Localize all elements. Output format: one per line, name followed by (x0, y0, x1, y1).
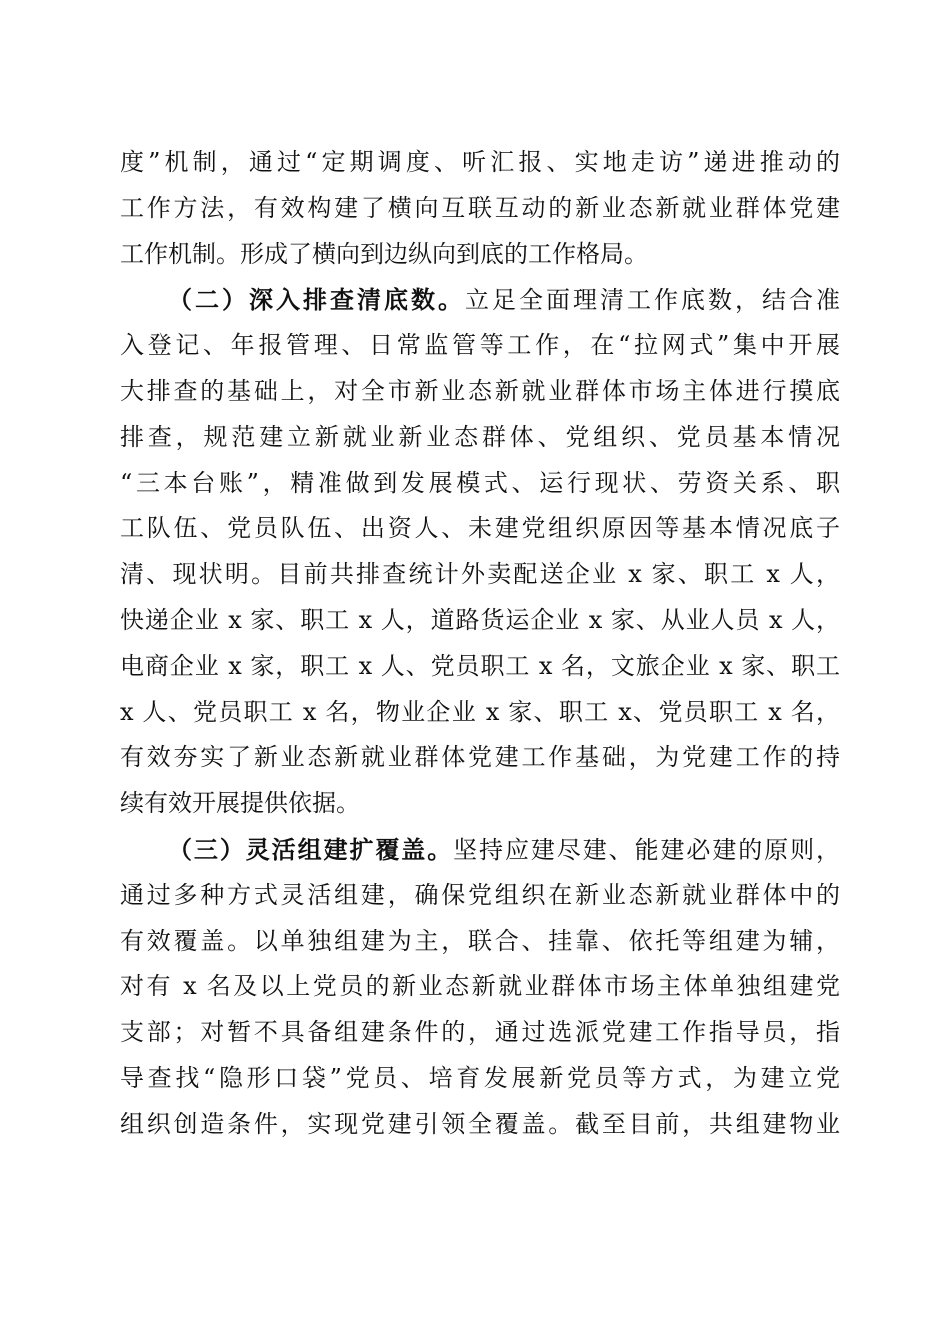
paragraph-1-line: 工作方法，有效构建了横向互联互动的新业态新就业群体党建 (120, 193, 840, 222)
document-body (120, 140, 840, 1148)
paragraph-2-line: 大排查的基础上，对全市新业态新就业群体市场主体进行摸底 (120, 376, 840, 405)
paragraph-1-line: 工作机制。形成了横向到边纵向到底的工作格局。 (120, 239, 648, 268)
paragraph-3-line: 支部；对暂不具备组建条件的，通过选派党建工作指导员，指 (120, 1018, 840, 1047)
paragraph-3-line: 有效覆盖。以单独组建为主，联合、挂靠、依托等组建为辅， (120, 926, 840, 955)
paragraph-3-line-rest: 坚持应建尽建、能建必建的原则， (453, 835, 840, 864)
paragraph-3-line: 导查找“隐形口袋”党员、培育发展新党员等方式，为建立党 (120, 1063, 840, 1092)
paragraph-2-line: 工队伍、党员队伍、出资人、未建党组织原因等基本情况底子 (120, 514, 840, 543)
paragraph-2-line: 排查，规范建立新就业新业态群体、党组织、党员基本情况 (120, 422, 840, 451)
paragraph-1-line: 度”机制，通过“定期调度、听汇报、实地走访”递进推动的 (120, 148, 840, 176)
paragraph-2-line: “三本台账”，精准做到发展模式、运行现状、劳资关系、职 (120, 468, 840, 497)
paragraph-2-line: x 人、党员职工 x 名，物业企业 x 家、职工 x、党员职工 x 名， (120, 697, 840, 726)
paragraph-3-line: 对有 x 名及以上党员的新业态新就业群体市场主体单独组建党 (120, 972, 840, 1001)
paragraph-3-line: 组织创造条件，实现党建引领全覆盖。截至目前，共组建物业 (120, 1109, 840, 1138)
paragraph-2-first-line (120, 277, 840, 323)
paragraph-2-line: 入登记、年报管理、日常监管等工作，在“拉网式”集中开展 (120, 331, 840, 360)
section-heading-2: （二）深入排查清底数。 (168, 285, 465, 315)
paragraph-2-line: 有效夯实了新业态新就业群体党建工作基础，为党建工作的持 (120, 743, 840, 772)
paragraph-2-line-rest: 立足全面理清工作底数，结合准 (465, 286, 840, 315)
paragraph-3-line: 通过多种方式灵活组建，确保党组织在新业态新就业群体中的 (120, 880, 840, 909)
paragraph-2-line: 快递企业 x 家、职工 x 人，道路货运企业 x 家、从业人员 x 人， (120, 605, 840, 634)
paragraph-2-line: 清、现状明。目前共排查统计外卖配送企业 x 家、职工 x 人， (120, 560, 840, 589)
paragraph-2-line: 续有效开展提供依据。 (120, 789, 360, 818)
paragraph-3-first-line (120, 827, 840, 873)
paragraph-2-line: 电商企业 x 家，职工 x 人、党员职工 x 名，文旅企业 x 家、职工 (120, 651, 840, 680)
section-heading-3: （三）灵活组建扩覆盖。 (168, 834, 454, 864)
